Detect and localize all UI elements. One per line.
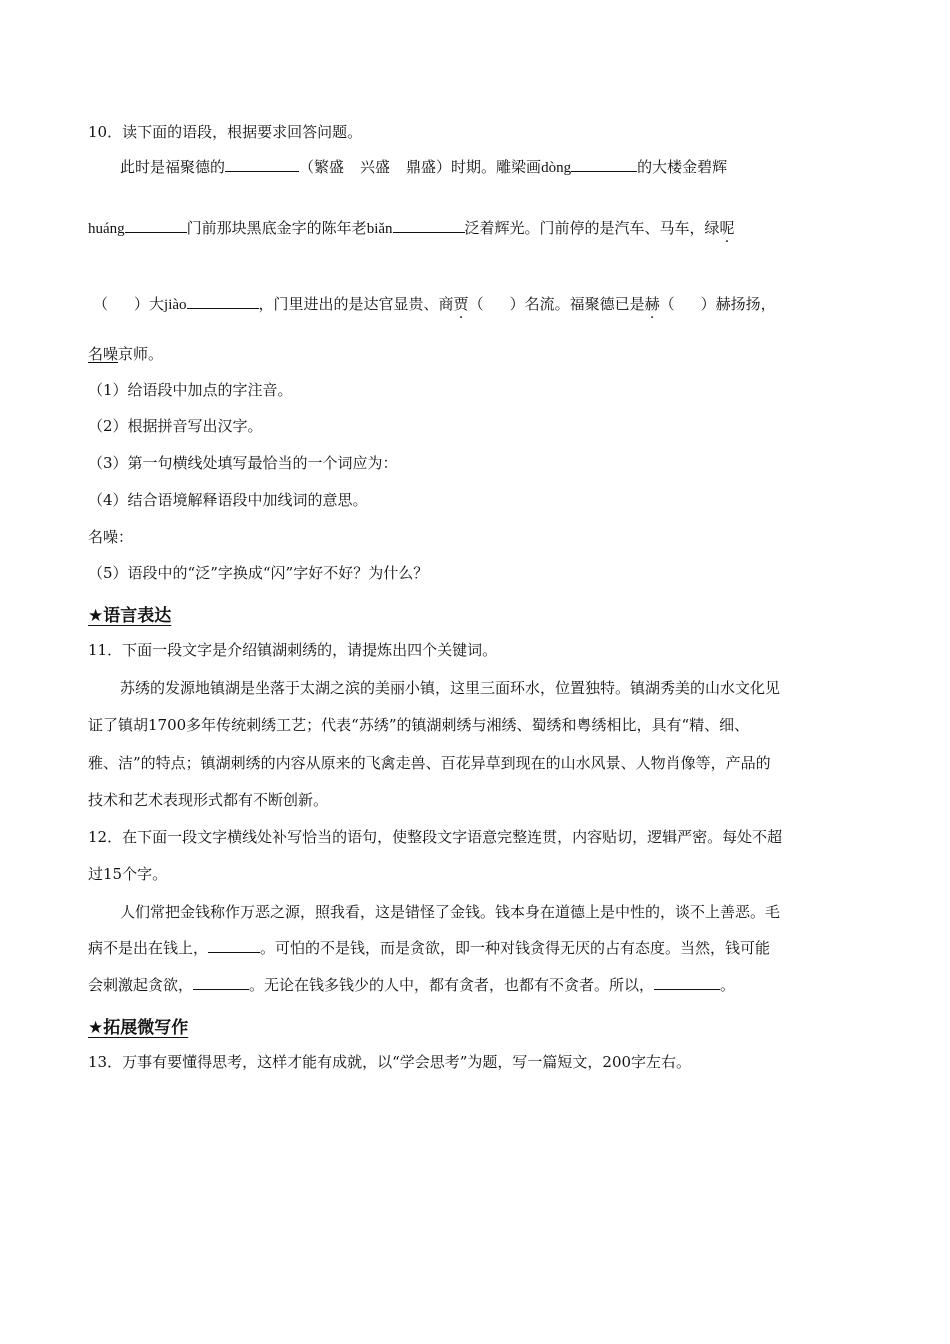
q12-text: 。 (720, 976, 736, 994)
q10-line1 (120, 157, 727, 178)
underlined-word-mingzao: 名噪 (88, 345, 119, 363)
q10-blank-dong[interactable] (571, 157, 637, 172)
q10-blank-huang[interactable] (125, 218, 187, 233)
q10-text: 兴盛 (360, 158, 391, 176)
q10-text: 门前那块黑底金字的陈年老 (186, 219, 367, 237)
q10-text: （繁盛 (299, 158, 345, 176)
q11-header: 11．下面一段文字是介绍镇湖刺绣的，请提炼出四个关键词。 (88, 641, 498, 659)
q10-text: 鼎盛）时期。雕梁画 (406, 158, 542, 176)
dotted-char-ni: 呢 (719, 219, 735, 237)
q11-para-line: 技术和艺术表现形式都有不断创新。 (88, 791, 329, 809)
q12-text: 会刺激起贪欲， (88, 976, 194, 994)
q10-sub1: （1）给语段中加点的字注音。 (88, 381, 293, 399)
q13-header: 13．万事有要懂得思考，这样才能有成就，以“学会思考”为题，写一篇短文，200字左右。 (88, 1053, 692, 1071)
q10-text: 泛着辉光。门前停的是汽车、马车，绿 (464, 219, 720, 237)
q12-blank-3[interactable] (654, 975, 720, 990)
q10-blank-jiao[interactable] (187, 294, 259, 309)
q12-blank-1[interactable] (208, 938, 260, 953)
q10-text: 此时是福聚德的 (120, 158, 226, 176)
q12-text: 。无论在钱多钱少的人中，都有贪者，也都有不贪者。所以， (249, 976, 655, 994)
pinyin-dong: dòng (541, 160, 572, 176)
q10-mingzao-label: 名噪： (88, 528, 134, 546)
q10-line3 (93, 294, 776, 315)
q10-header: 10．读下面的语段，根据要求回答问题。 (88, 123, 363, 141)
q10-sub3: （3）第一句横线处填写最恰当的一个词应为： (88, 454, 398, 472)
q11-para-line: 苏绣的发源地镇湖是坐落于太湖之滨的美丽小镇，这里三面环水，位置独特。镇湖秀美的山水文化见 (120, 679, 781, 697)
q12-para-line (88, 975, 735, 995)
q12-header: 12．在下面一段文字横线处补写恰当的语句，使整段文字语意完整连贯，内容贴切，逻辑严密。每处不超 (88, 828, 783, 846)
q10-text: ）大 (134, 295, 165, 313)
q10-line2 (88, 218, 735, 239)
q12-header-cont: 过15个字。 (88, 865, 168, 883)
q10-blank-1[interactable] (225, 157, 299, 172)
section-heading-language: ★语言表达 (88, 606, 172, 626)
q10-line4 (88, 344, 163, 364)
q10-text: ，门里进出的是达官显贵、商 (258, 295, 454, 313)
q11-para-line: 雅、洁”的特点；镇湖刺绣的内容从原来的飞禽走兽、百花异草到现在的山水风景、人物肖像等，产品的 (88, 754, 771, 772)
q10-text: ）赫扬扬， (700, 295, 776, 313)
section-heading-writing: ★拓展微写作 (88, 1018, 189, 1038)
q10-text: （ (93, 295, 109, 313)
q10-blank-bian[interactable] (393, 218, 465, 233)
q12-text: 。可怕的不是钱，而是贪欲，即一种对钱贪得无厌的占有态度。当然，钱可能 (260, 939, 771, 957)
q12-text: 病不是出在钱上， (88, 939, 209, 957)
q12-para-line: 人们常把金钱称作万恶之源，照我看，这是错怪了金钱。钱本身在道德上是中性的，谈不上善恶。毛 (120, 903, 781, 921)
pinyin-jiao: jiào (164, 297, 187, 313)
pinyin-bian: biǎn (366, 221, 393, 237)
q10-text: （ (468, 295, 484, 313)
q10-text: ）名流。福聚德已是 (509, 295, 645, 313)
q12-para-line (88, 938, 770, 958)
pinyin-huang: huáng (88, 221, 125, 237)
q12-blank-2[interactable] (193, 975, 249, 990)
q10-sub5: （5）语段中的“泛”字换成“闪”字好不好？为什么？ (88, 564, 429, 582)
dotted-char-he: 赫 (644, 295, 660, 313)
q10-sub2: （2）根据拼音写出汉字。 (88, 417, 263, 435)
dotted-char-gu: 贾 (453, 295, 469, 313)
q10-sub4: （4）结合语境解释语段中加线词的意思。 (88, 491, 368, 509)
q10-text: 京师。 (118, 345, 164, 363)
q10-text: 的大楼金碧辉 (637, 158, 728, 176)
q10-text: （ (659, 295, 675, 313)
q11-para-line: 证了镇胡1700多年传统刺绣工艺；代表“苏绣”的镇湖刺绣与湘绣、蜀绣和粤绣相比，具有“精、细、 (88, 716, 750, 734)
